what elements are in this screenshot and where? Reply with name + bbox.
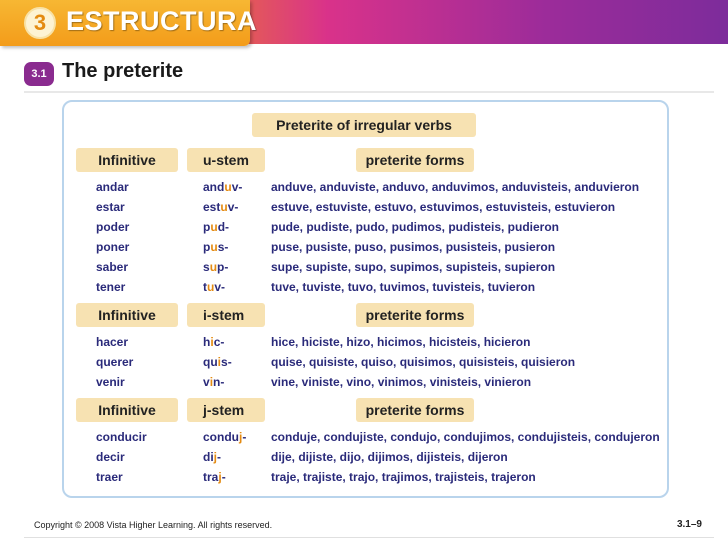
infinitive-cell: traer <box>96 470 123 484</box>
infinitive-cell: saber <box>96 260 129 274</box>
chapter-title: ESTRUCTURA <box>66 6 257 36</box>
stem-cell: conduj- <box>203 430 247 444</box>
forms-cell: dije, dijiste, dijo, dijimos, dijisteis, dijeron <box>271 450 508 464</box>
infinitive-cell: andar <box>96 180 129 194</box>
forms-cell: estuve, estuviste, estuvo, estuvimos, estuvisteis, estuvieron <box>271 200 616 214</box>
forms-cell: hice, hiciste, hizo, hicimos, hicisteis, hicieron <box>271 335 531 349</box>
section-title: The preterite <box>62 60 184 82</box>
stem-cell: vin- <box>203 375 225 389</box>
infinitive-cell: conducir <box>96 430 147 444</box>
stem-cell: pus- <box>203 240 229 254</box>
infinitive-cell: venir <box>96 375 125 389</box>
stem-cell: traj- <box>203 470 226 484</box>
stem-cell: sup- <box>203 260 229 274</box>
stem-cell: pud- <box>203 220 230 234</box>
forms-cell: supe, supiste, supo, supimos, supisteis, supieron <box>271 260 556 274</box>
slide-number: 3.1–9 <box>676 519 702 530</box>
stem-cell: estuv- <box>203 200 239 214</box>
copyright-text: Copyright © 2008 Vista Higher Learning. All rights reserved. <box>34 520 273 530</box>
section-divider <box>24 91 714 93</box>
infinitive-cell: hacer <box>96 335 129 349</box>
table-title: Preterite of irregular verbs <box>252 113 476 137</box>
header-forms: preterite forms <box>356 398 474 422</box>
infinitive-cell: tener <box>96 280 126 294</box>
chapter-tab <box>0 0 257 46</box>
header-forms: preterite forms <box>356 303 474 327</box>
stem-cell: tuv- <box>203 280 226 294</box>
header-infinitive: Infinitive <box>76 148 178 172</box>
header-infinitive: Infinitive <box>76 303 178 327</box>
footer-divider <box>24 537 714 538</box>
infinitive-cell: decir <box>96 450 125 464</box>
stem-cell: quis- <box>203 355 232 369</box>
infinitive-cell: poder <box>96 220 130 234</box>
forms-cell: conduje, condujiste, condujo, condujimos, condujisteis, condujeron <box>271 430 660 444</box>
infinitive-cell: querer <box>96 355 134 369</box>
infinitive-cell: estar <box>96 200 125 214</box>
forms-cell: traje, trajiste, trajo, trajimos, trajisteis, trajeron <box>271 470 536 484</box>
forms-cell: vine, viniste, vino, vinimos, vinisteis, vinieron <box>271 375 532 389</box>
chapter-number: 3 <box>24 7 56 39</box>
header-infinitive: Infinitive <box>76 398 178 422</box>
header-stem: u-stem <box>187 148 265 172</box>
forms-cell: anduve, anduviste, anduvo, anduvimos, anduvisteis, anduvieron <box>271 180 640 194</box>
forms-cell: puse, pusiste, puso, pusimos, pusisteis, pusieron <box>271 240 556 254</box>
stem-cell: dij- <box>203 450 222 464</box>
infinitive-cell: poner <box>96 240 130 254</box>
header-stem: j-stem <box>187 398 265 422</box>
stem-cell: hic- <box>203 335 225 349</box>
header-forms: preterite forms <box>356 148 474 172</box>
section-badge: 3.1 <box>24 62 54 86</box>
stem-cell: anduv- <box>203 180 243 194</box>
forms-cell: quise, quisiste, quiso, quisimos, quisisteis, quisieron <box>271 355 576 369</box>
header-stem: i-stem <box>187 303 265 327</box>
forms-cell: tuve, tuviste, tuvo, tuvimos, tuvisteis, tuvieron <box>271 280 536 294</box>
forms-cell: pude, pudiste, pudo, pudimos, pudisteis, pudieron <box>271 220 559 234</box>
